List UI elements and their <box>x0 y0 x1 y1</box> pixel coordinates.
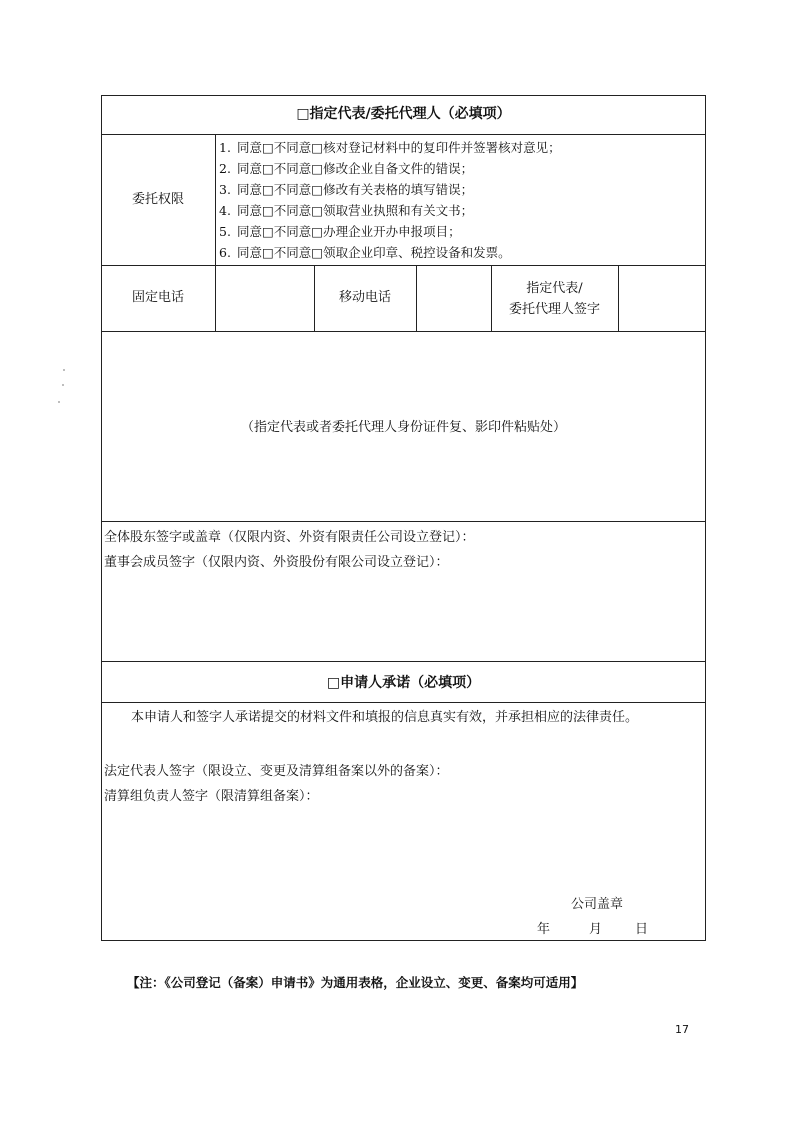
authority-item[interactable] <box>219 203 473 219</box>
footer-note: 【注：《公司登记（备案）申请书》为通用表格，企业设立、变更、备案均可适用】 <box>127 975 584 990</box>
fixed-phone-field[interactable] <box>217 267 313 330</box>
authority-item[interactable] <box>219 140 561 156</box>
item-number: 6. <box>219 245 231 260</box>
column-divider <box>491 265 492 331</box>
authority-item[interactable] <box>219 161 473 177</box>
authority-item[interactable] <box>219 182 473 198</box>
row-divider <box>101 702 706 703</box>
item-number: 2. <box>219 161 231 176</box>
row-divider <box>101 134 706 135</box>
item-number: 4. <box>219 203 231 218</box>
column-divider <box>618 265 619 331</box>
section-title-commitment: □申请人承诺（必填项） <box>326 675 481 691</box>
board-signature-line: 董事会成员签字（仅限内资、外资股份有限公司设立登记）： <box>104 555 449 570</box>
mobile-phone-field[interactable] <box>418 267 490 330</box>
item-text: 同意□不同意□修改企业自备文件的错误； <box>237 161 474 176</box>
authority-list <box>219 140 699 264</box>
date-day: 日 <box>635 922 649 937</box>
item-text: 同意□不同意□修改有关表格的填写错误； <box>237 182 474 197</box>
column-divider <box>416 265 417 331</box>
shareholders-signature-line: 全体股东签字或盖章（仅限内资、外资有限责任公司设立登记）： <box>104 530 475 545</box>
commitment-statement: 本申请人和签字人承诺提交的材料文件和填报的信息真实有效，并承担相应的法律责任。 <box>131 710 639 725</box>
row-divider <box>101 521 706 522</box>
section-title-representative: □指定代表/委托代理人（必填项） <box>296 106 511 122</box>
page-number: 17 <box>675 1023 689 1036</box>
item-number: 1. <box>219 140 231 155</box>
item-number: 5. <box>219 224 231 239</box>
legal-rep-signature-line: 法定代表人签字（限设立、变更及清算组备案以外的备案）： <box>104 764 449 779</box>
liquidation-signature-line: 清算组负责人签字（限清算组备案）： <box>104 789 319 804</box>
signature-label-line1: 指定代表/ <box>526 281 583 296</box>
scan-speck <box>63 369 65 371</box>
authority-item[interactable] <box>219 245 511 261</box>
fixed-phone-label: 固定电话 <box>131 290 184 305</box>
authority-label: 委托权限 <box>131 192 184 207</box>
item-text: 同意□不同意□领取营业执照和有关文书； <box>237 203 474 218</box>
item-number: 3. <box>219 182 231 197</box>
row-divider <box>101 661 706 662</box>
column-divider <box>215 134 216 331</box>
scan-speck <box>62 384 64 386</box>
signature-label-line2: 委托代理人签字 <box>508 302 600 317</box>
date-month: 月 <box>589 922 603 937</box>
company-seal-label: 公司盖章 <box>571 897 624 912</box>
item-text: 同意□不同意□领取企业印章、税控设备和发票。 <box>237 245 511 260</box>
mobile-phone-label: 移动电话 <box>338 290 391 305</box>
scan-speck <box>58 401 60 403</box>
item-text: 同意□不同意□办理企业开办申报项目； <box>237 224 461 239</box>
authority-item[interactable] <box>219 224 461 240</box>
row-divider <box>101 265 706 266</box>
item-text: 同意□不同意□核对登记材料中的复印件并签署核对意见； <box>237 140 561 155</box>
representative-signature-field[interactable] <box>620 267 704 330</box>
id-paste-instruction: （指定代表或者委托代理人身份证件复、影印件粘贴处） <box>240 420 566 435</box>
row-divider <box>101 331 706 332</box>
date-year: 年 <box>537 922 551 937</box>
